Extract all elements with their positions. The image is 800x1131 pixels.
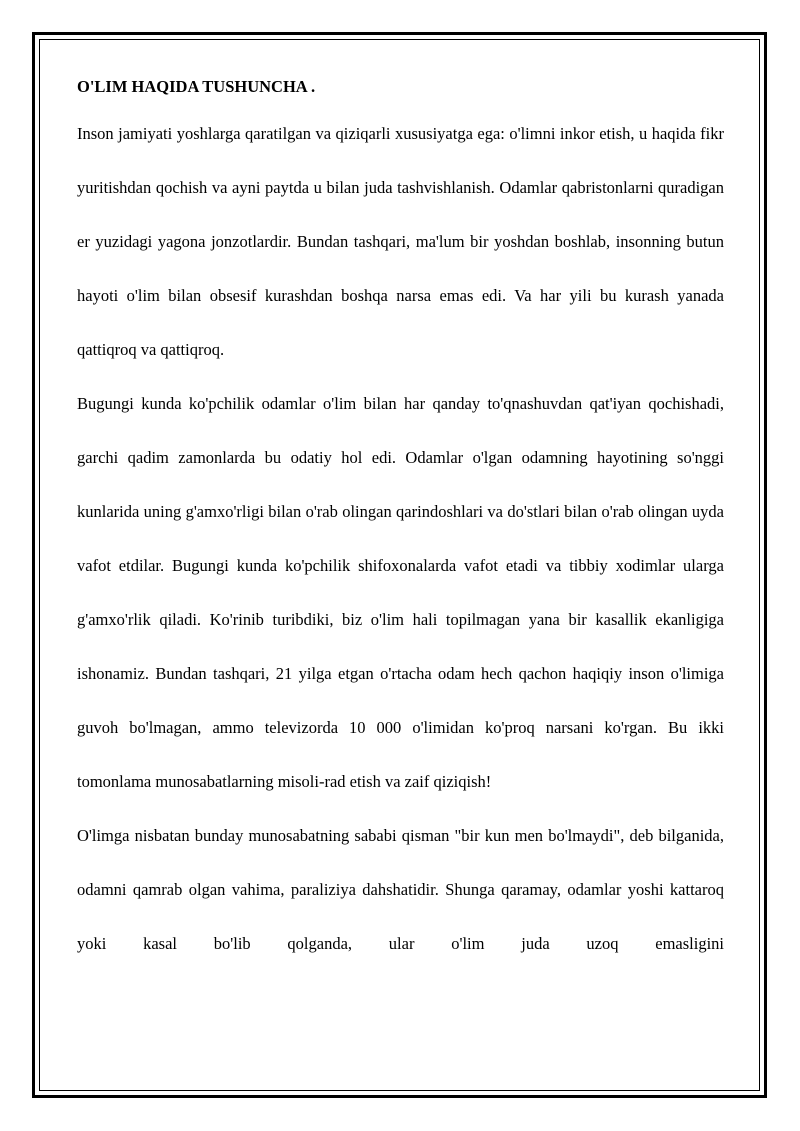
paragraph-1: Inson jamiyati yoshlarga qaratilgan va qiziqarli xususiyatga ega: o'limni inkor etish, u haqida fikr yuritishdan qochish va ayni paytda u bilan juda tashvishlanish. Odamlar qabristonlarni quradigan er yuzidagi yagona jonzotlardir. Bundan tashqari, ma'lum bir yoshdan boshlab, insonning butun hayoti o'lim bilan obsesif kurashdan boshqa narsa emas edi. Va har yili bu kurash yanada qattiqroq va qattiqroq.: [77, 124, 724, 359]
paragraph-3: O'limga nisbatan bunday munosabatning sababi qisman "bir kun men bo'lmaydi", deb bilganida, odamni qamrab olgan vahima, paraliziya dahshatidir. Shunga qaramay, odamlar yoshi kattaroq yoki kasal bo'lib qolganda, ular o'lim juda uzoq emasligini: [77, 826, 724, 953]
paragraph-2: Bugungi kunda ko'pchilik odamlar o'lim bilan har qanday to'qnashuvdan qat'iyan qochishadi, garchi qadim zamonlarda bu odatiy hol edi. Odamlar o'lgan odamning hayotining so'nggi kunlarida uning g'amxo'rligi bilan o'rab olingan qarindoshlari va do'stlari bilan o'rab olingan uyda vafot etdilar. Bugungi kunda ko'pchilik shifoxonalarda vafot etadi va tibbiy xodimlar ularga g'amxo'rlik qiladi. Ko'rinib turibdiki, biz o'lim hali topilmagan yana bir kasallik ekanligiga ishonamiz. Bundan tashqari, 21 yilga etgan o'rtacha odam hech qachon haqiqiy inson o'limiga guvoh bo'lmagan, ammo televizorda 10 000 o'limidan ko'proq narsani ko'rgan. Bu ikki tomonlama munosabatlarning misoli-rad etish va zaif qiziqish!: [77, 394, 724, 791]
document-body: [77, 72, 724, 971]
document-title: O'LIM HAQIDA TUSHUNCHA .: [77, 77, 316, 96]
